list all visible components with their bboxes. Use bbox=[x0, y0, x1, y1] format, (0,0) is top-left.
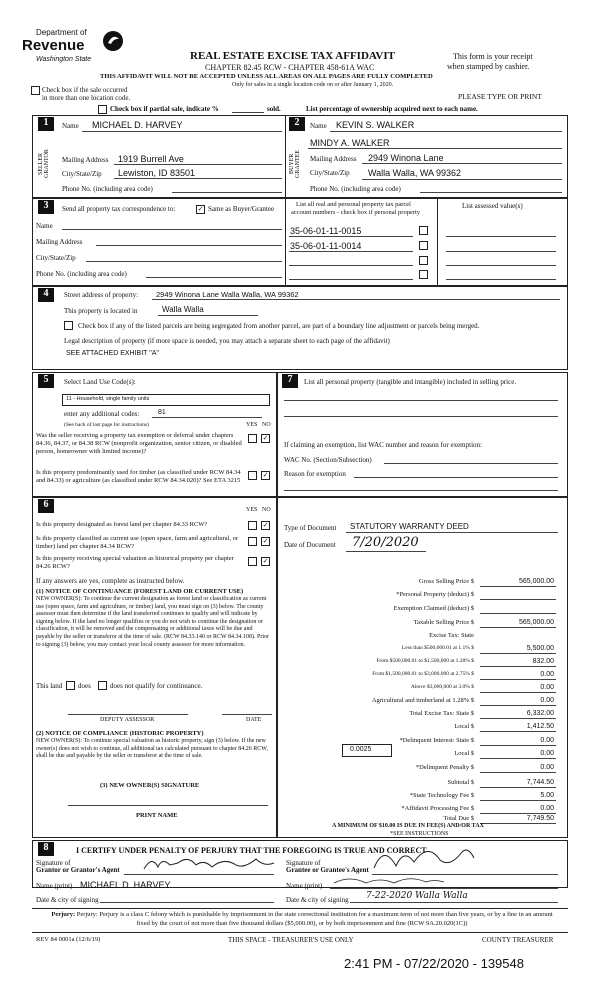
tax-row-label: *Personal Property (deduct) $ bbox=[396, 591, 474, 598]
minimum-note: A MINIMUM OF $10.00 IS DUE IN FEE(S) AND/OR TAX bbox=[332, 823, 484, 829]
reason-field-1[interactable] bbox=[354, 477, 558, 478]
certify-text: I CERTIFY UNDER PENALTY OF PERJURY THAT THE FOREGOING IS TRUE AND CORRECT bbox=[76, 846, 427, 855]
sec5-yes-header: YES bbox=[246, 422, 258, 428]
grantee-date-label: Date & city of signing bbox=[286, 896, 349, 904]
tax-row-value[interactable]: 0.00 bbox=[540, 684, 554, 691]
section-8-number: 8 bbox=[38, 842, 54, 856]
warning-text: THIS AFFIDAVIT WILL NOT BE ACCEPTED UNLESS ALL AREAS ON ALL PAGES ARE FULLY COMPLETED bbox=[100, 73, 433, 80]
agency-line1: Department of bbox=[36, 28, 87, 37]
grantee-printed-name-scrawl[interactable] bbox=[330, 873, 450, 887]
buyer-phone-field[interactable] bbox=[420, 192, 562, 193]
tax-row-label: Local $ bbox=[454, 723, 474, 730]
sec6-q3-yes[interactable] bbox=[248, 557, 257, 566]
sec6-q1-yes[interactable] bbox=[248, 521, 257, 530]
tax-row-value[interactable]: 565,000.00 bbox=[518, 578, 554, 585]
section-7-box bbox=[276, 372, 568, 498]
sec6-q2-yes[interactable] bbox=[248, 537, 257, 546]
sec3-city-label: City/State/Zip bbox=[36, 254, 76, 262]
dor-emblem-icon bbox=[102, 30, 124, 52]
seller-mail[interactable]: 1919 Burrell Ave bbox=[118, 154, 184, 164]
see-back-note: (See back of last page for instructions) bbox=[64, 422, 149, 428]
tax-row-label: Excise Tax: State bbox=[429, 632, 474, 639]
if-yes-note: If any answers are yes, complete as instructed below. bbox=[36, 577, 185, 585]
grantor-name[interactable]: MICHAEL D. HARVEY bbox=[80, 880, 171, 890]
seller-phone-label: Phone No. (including area code) bbox=[62, 185, 153, 193]
this-land-label: This land bbox=[36, 682, 63, 690]
tax-row-label: Less than $500,000.01 at 1.1% $ bbox=[401, 645, 474, 651]
tax-row-line bbox=[480, 679, 556, 680]
tax-row-label: Subtotal $ bbox=[447, 779, 474, 786]
sec3-mail-field[interactable] bbox=[96, 245, 282, 246]
multi-location-checkbox[interactable] bbox=[31, 86, 40, 95]
section-2-number: 2 bbox=[289, 117, 305, 131]
sec3-phone-label: Phone No. (including area code) bbox=[36, 270, 127, 278]
parcel-2[interactable]: 35-06-01-11-0014 bbox=[290, 241, 362, 251]
buyer-mail[interactable]: 2949 Winona Lane bbox=[368, 153, 444, 163]
sec6-yes-header: YES bbox=[246, 507, 258, 513]
section-4-number: 4 bbox=[38, 288, 54, 302]
buyer-side-label: BUYER GRANTEE bbox=[289, 150, 301, 178]
segregated-label: Check box if any of the listed parcels are being segregated from another parcel, are part of a boundary line adjustment or parcels being merged. bbox=[78, 322, 480, 330]
tax-row-line bbox=[480, 758, 556, 759]
tax-row-value[interactable]: 832.00 bbox=[532, 658, 554, 665]
located-label: This property is located in bbox=[64, 307, 138, 315]
buyer-name-label: Name bbox=[310, 122, 327, 130]
additional-codes[interactable]: 81 bbox=[158, 409, 166, 416]
personal-property-line-2[interactable] bbox=[284, 416, 558, 417]
legal-label: Legal description of property (if more space is needed, you may attach a separate sheet to each page of the affidavit) bbox=[64, 337, 390, 345]
tax-row-label: *Affidavit Processing Fee $ bbox=[401, 805, 474, 812]
sec3-phone-field[interactable] bbox=[146, 277, 282, 278]
print-name-label: PRINT NAME bbox=[136, 812, 178, 819]
sec5-q1-yes[interactable] bbox=[248, 434, 257, 443]
tax-row-line bbox=[480, 718, 556, 719]
land-does-not-label: does not qualify for continuance. bbox=[110, 682, 203, 690]
tax-row-value[interactable]: 6,332.00 bbox=[526, 710, 554, 717]
tax-row-line bbox=[480, 586, 556, 587]
tax-row-label: Above $3,000,000 at 3.0% $ bbox=[410, 684, 474, 690]
land-use-value: 11 - Household, single family units bbox=[66, 396, 150, 402]
tax-row-value[interactable]: 1,412.50 bbox=[526, 723, 554, 730]
reason-field-2[interactable] bbox=[284, 490, 558, 491]
sec5-q1-no[interactable]: ✓ bbox=[262, 434, 269, 442]
tax-row-line bbox=[480, 613, 556, 614]
seller-name-label: Name bbox=[62, 122, 79, 130]
sec5-q2-no[interactable]: ✓ bbox=[262, 471, 269, 479]
sec6-q2-no[interactable]: ✓ bbox=[262, 537, 269, 545]
receipt-note-2: when stamped by cashier. bbox=[447, 62, 530, 71]
same-as-buyer-label: Same as Buyer/Grantee bbox=[208, 205, 275, 213]
buyer-city[interactable]: Walla Walla, WA 99362 bbox=[368, 168, 462, 178]
assessed-3[interactable] bbox=[446, 265, 556, 266]
ownership-note: List percentage of ownership acquired next to each name. bbox=[306, 105, 478, 113]
multi-location-label: Check box if the sale occurred bbox=[42, 86, 128, 94]
send-correspondence-label: Send all property tax correspondence to: bbox=[62, 205, 176, 213]
buyer-name-2[interactable]: MINDY A. WALKER bbox=[310, 138, 390, 148]
additional-codes-label: enter any additional codes: bbox=[64, 410, 140, 418]
grantor-sig-label-1: Signature of bbox=[36, 859, 71, 867]
sec3-mail-label: Mailing Address bbox=[36, 238, 83, 246]
tax-row-line bbox=[480, 813, 556, 814]
agency-line2: Revenue bbox=[22, 37, 85, 54]
tax-row-label: *Delinquent Interest: State $ bbox=[399, 737, 474, 744]
receipt-note-1: This form is your receipt bbox=[453, 52, 533, 61]
seller-city-label: City/State/Zip bbox=[62, 170, 102, 178]
seller-mail-label: Mailing Address bbox=[62, 156, 109, 164]
doc-type-label: Type of Document bbox=[284, 524, 337, 532]
sec6-q1-no[interactable]: ✓ bbox=[262, 521, 269, 529]
parcel-3[interactable] bbox=[289, 265, 413, 266]
new-owner-signature-label: (3) NEW OWNER(S) SIGNATURE bbox=[100, 782, 200, 789]
parcel-1-checkbox[interactable] bbox=[419, 226, 428, 235]
grantor-signature[interactable] bbox=[140, 853, 280, 875]
tax-row-label: Gross Selling Price $ bbox=[418, 578, 474, 585]
grantee-sig-label-2: Grantee or Grantee's Agent bbox=[286, 866, 369, 874]
perjury-text: Perjury: Perjury: Perjury is a class C felony which is punishable by imprisonment in the state correctional institution for a maximum term of not more than five years, or by a fine in an amount fixed by the court of not more than five thousand dollars ($5,000.00), or by both imprisonment and fine (RCW 9A.20.020(1C)) bbox=[51, 911, 553, 927]
located-in[interactable]: Walla Walla bbox=[162, 305, 204, 314]
tax-row-line bbox=[480, 745, 556, 746]
assessed-1[interactable] bbox=[446, 236, 556, 237]
tax-row-value[interactable]: 0.00 bbox=[540, 805, 554, 812]
notice-1-body: NEW OWNER(S): To continue the current designation as forest land or classification as current use (open space, farm and agriculture, or timber) land, you must sign on (3) below. The county assessor must then determine if the land transferred continues to qualify and will indicate by signing below. If the land no longer qualifies or you do not wish to continue the designation or classification, it will be removed and the compensating or additional taxes will be due and payable by the seller or transferor at the time of sale. (RCW 84.33.140 or RCW 84.34.108). Prior to signing (3) below, you may contact your local county assessor for more information. bbox=[36, 596, 270, 648]
sec5-q1: Was the seller receiving a property tax exemption or deferral under chapters 84.36, 84.37, or 84.38 RCW (nonprofit organization, senior citizen, or disabled person, homeowner with limited income)? bbox=[36, 432, 242, 455]
tax-row-label: Total Excise Tax: State $ bbox=[409, 710, 474, 717]
notice-2-body: NEW OWNER(S): To continue special valuation as historic property, sign (3) below. If the new owner(s) does not wish to continue, all additional tax calculated pursuant to chapter 84.26 RCW, shall be due and payable by the seller or transferor at the time of sale. bbox=[36, 738, 268, 760]
tax-row-line bbox=[480, 772, 556, 773]
multi-location-label-2: in more than one location code. bbox=[42, 94, 131, 102]
sec5-q2-yes[interactable] bbox=[248, 471, 257, 480]
grantor-date-label: Date & city of signing bbox=[36, 896, 99, 904]
personal-property-label: List all personal property (tangible and intangible) included in selling price. bbox=[304, 378, 517, 386]
perjury-body: Perjury: Perjury is a class C felony which is punishable by imprisonment in the state correctional institution for a maximum term of not more than five years, or by a fine in an amount fixed by the court of not more than five thousand dollars ($5,000.00), or by both imprisonment and fine (RCW 9A.20.020(1C)) bbox=[76, 911, 553, 927]
land-use-label: Select Land Use Code(s): bbox=[64, 378, 136, 386]
land-does-label: does bbox=[78, 682, 91, 690]
assessed-header: List assessed value(s) bbox=[462, 202, 523, 210]
recording-stamp: 2:41 PM - 07/22/2020 - 139548 bbox=[344, 956, 524, 971]
form-subtitle: CHAPTER 82.45 RCW - CHAPTER 458-61A WAC bbox=[205, 63, 375, 72]
grantee-name-label: Name (print) bbox=[286, 882, 323, 890]
section-3-number: 3 bbox=[38, 200, 54, 214]
form-title: REAL ESTATE EXCISE TAX AFFIDAVIT bbox=[190, 50, 395, 62]
street-address[interactable]: 2949 Winona Lane Walla Walla, WA 99362 bbox=[156, 290, 299, 299]
tax-row-label: Agricultural and timberland at 1.28% $ bbox=[371, 697, 474, 704]
buyer-city-label: City/State/Zip bbox=[310, 169, 350, 177]
buyer-phone-label: Phone No. (including area code) bbox=[310, 185, 401, 193]
grantee-sig-label-1: Signature of bbox=[286, 859, 321, 867]
use-note: Only for sales in a single location code on or after January 1, 2020. bbox=[232, 82, 394, 88]
personal-property-line-1[interactable] bbox=[284, 400, 558, 401]
sec6-q2: Is this property classified as current use (open space, farm and agricultural, or timber) land per chapter 84.34 RCW? bbox=[36, 535, 239, 550]
assessed-4[interactable] bbox=[446, 279, 556, 280]
assessor-date-line[interactable] bbox=[222, 714, 272, 715]
exemption-claim-label: If claiming an exemption, list WAC number and reason for exemption: bbox=[284, 441, 482, 449]
tax-row-line bbox=[480, 666, 556, 667]
segregated-checkbox[interactable] bbox=[64, 321, 73, 330]
tax-row-line bbox=[480, 823, 556, 824]
tax-row-line bbox=[480, 731, 556, 732]
section-1-number: 1 bbox=[38, 117, 54, 131]
buyer-name-1[interactable]: KEVIN S. WALKER bbox=[336, 120, 415, 130]
parcel-1[interactable]: 35-06-01-11-0015 bbox=[290, 226, 362, 236]
grantor-sig-label-2: Grantor or Grantor's Agent bbox=[36, 866, 120, 874]
tax-row-line bbox=[480, 705, 556, 706]
tax-row-value[interactable]: 0.00 bbox=[540, 671, 554, 678]
deputy-assessor-line[interactable] bbox=[68, 714, 188, 715]
parcel-header-2: account numbers - check box if personal property bbox=[291, 209, 421, 216]
reason-label: Reason for exemption bbox=[284, 470, 346, 478]
assessed-2[interactable] bbox=[446, 251, 556, 252]
seller-phone-field[interactable] bbox=[172, 192, 282, 193]
tax-row-label: From $1,500,000.01 to $3,000,000 at 2.75% $ bbox=[372, 671, 474, 677]
parcel-4[interactable] bbox=[289, 279, 413, 280]
parcel-header-1: List all real and personal property tax parcel bbox=[296, 201, 411, 208]
tax-row-value[interactable]: 0.00 bbox=[540, 764, 554, 771]
tax-row-value[interactable]: 5.00 bbox=[540, 792, 554, 799]
doc-date-label: Date of Document bbox=[284, 541, 336, 549]
seller-side-label: SELLER GRANTOR bbox=[38, 149, 50, 179]
tax-row-line bbox=[480, 800, 556, 801]
tax-row-label: *State Technology Fee $ bbox=[409, 792, 474, 799]
county-treasurer: COUNTY TREASURER bbox=[482, 936, 554, 944]
sec5-q2: Is this property predominantly used for timber (as classified under RCW 84.34 and 84.33) or agriculture (as classified under RCW 84.34.020)? See ETA 3215 bbox=[36, 469, 241, 484]
section-7-number: 7 bbox=[282, 374, 298, 388]
sec3-name-field[interactable] bbox=[62, 229, 282, 230]
tax-row-label: *Delinquent Penalty $ bbox=[415, 764, 474, 771]
doc-type[interactable]: STATUTORY WARRANTY DEED bbox=[350, 522, 469, 531]
tax-row-value[interactable]: 7,744.50 bbox=[526, 779, 554, 786]
land-does-checkbox[interactable] bbox=[66, 681, 75, 690]
grantor-date-field[interactable] bbox=[100, 902, 274, 903]
sec3-name-label: Name bbox=[36, 222, 53, 230]
doc-date[interactable]: 7/20/2020 bbox=[352, 535, 419, 550]
tax-row-line bbox=[480, 599, 556, 600]
tax-row-value[interactable]: 0.00 bbox=[540, 697, 554, 704]
sec6-q1: Is this property designated as forest land per chapter 84.33 RCW? bbox=[36, 521, 208, 528]
notice-1-title: (1) NOTICE OF CONTINUANCE (FOREST LAND OR CURRENT USE) bbox=[36, 588, 244, 595]
tax-row-value[interactable]: 0.00 bbox=[540, 737, 554, 744]
rev-number: REV 84 0001a (12/6/19) bbox=[36, 936, 101, 943]
treasurer-space: THIS SPACE - TREASURER'S USE ONLY bbox=[228, 936, 354, 944]
same-as-buyer-checkbox[interactable]: ✓ bbox=[197, 205, 204, 213]
section-5-number: 5 bbox=[38, 374, 54, 388]
buyer-mail-label: Mailing Address bbox=[310, 155, 357, 163]
partial-sale-label: Check box if partial sale, indicate % bbox=[110, 105, 219, 113]
grantee-signature[interactable] bbox=[370, 838, 480, 874]
legal-description[interactable]: SEE ATTACHED EXHIBIT "A" bbox=[66, 350, 159, 357]
parcel-4-checkbox[interactable] bbox=[419, 270, 428, 279]
tax-row-value[interactable]: 5,500.00 bbox=[526, 645, 554, 652]
tax-row-value[interactable]: 565,000.00 bbox=[518, 619, 554, 626]
type-print: PLEASE TYPE OR PRINT bbox=[458, 92, 542, 101]
sec6-q3: Is this property receiving special valuation as historical property per chapter 84.26 RCW? bbox=[36, 555, 234, 570]
tax-row-label: Total Due $ bbox=[443, 815, 474, 822]
street-label: Street address of property: bbox=[64, 291, 139, 299]
wac-label: WAC No. (Section/Subsection) bbox=[284, 456, 372, 464]
assessor-date-label: DATE bbox=[246, 717, 262, 723]
sec6-no-header: NO bbox=[262, 507, 271, 513]
tax-row-value[interactable]: 7,749.50 bbox=[526, 815, 554, 822]
tax-row-line bbox=[480, 627, 556, 628]
tax-row-value[interactable]: 0.00 bbox=[540, 750, 554, 757]
wac-field[interactable] bbox=[384, 463, 558, 464]
tax-row-label: From $500,000.01 to $1,500,000 at 1.28% $ bbox=[376, 658, 474, 664]
seller-city[interactable]: Lewiston, ID 83501 bbox=[118, 168, 196, 178]
grantee-date[interactable]: 7-22-2020 Walla Walla bbox=[366, 891, 468, 901]
tax-row-label: Local $ bbox=[454, 750, 474, 757]
partial-sold-label: sold. bbox=[267, 105, 281, 113]
tax-row-label: Exemption Claimed (deduct) $ bbox=[393, 605, 474, 612]
partial-sale-checkbox[interactable] bbox=[98, 105, 107, 114]
notice-2-title: (2) NOTICE OF COMPLIANCE (HISTORIC PROPERTY) bbox=[36, 730, 204, 737]
tax-row-line bbox=[480, 692, 556, 693]
tax-row-line bbox=[480, 787, 556, 788]
see-instructions: *SEE INSTRUCTIONS bbox=[390, 831, 449, 837]
parcel-3-checkbox[interactable] bbox=[419, 256, 428, 265]
sec5-no-header: NO bbox=[262, 422, 271, 428]
new-owner-signature-line[interactable] bbox=[68, 805, 268, 806]
dor-logo bbox=[22, 26, 132, 76]
tax-row-label: Taxable Selling Price $ bbox=[413, 619, 474, 626]
land-does-not-checkbox[interactable] bbox=[98, 681, 107, 690]
local-rate: 0.0025 bbox=[350, 746, 372, 753]
section-6-number: 6 bbox=[38, 499, 54, 513]
deputy-assessor-label: DEPUTY ASSESSOR bbox=[100, 717, 155, 723]
grantor-name-label: Name (print) bbox=[36, 882, 73, 890]
seller-name[interactable]: MICHAEL D. HARVEY bbox=[92, 120, 183, 130]
tax-row-line bbox=[480, 653, 556, 654]
agency-line3: Washington State bbox=[36, 56, 92, 63]
partial-sale-percent[interactable] bbox=[232, 112, 264, 113]
sec6-q3-no[interactable]: ✓ bbox=[262, 557, 269, 565]
parcel-2-checkbox[interactable] bbox=[419, 241, 428, 250]
sec3-city-field[interactable] bbox=[86, 261, 282, 262]
